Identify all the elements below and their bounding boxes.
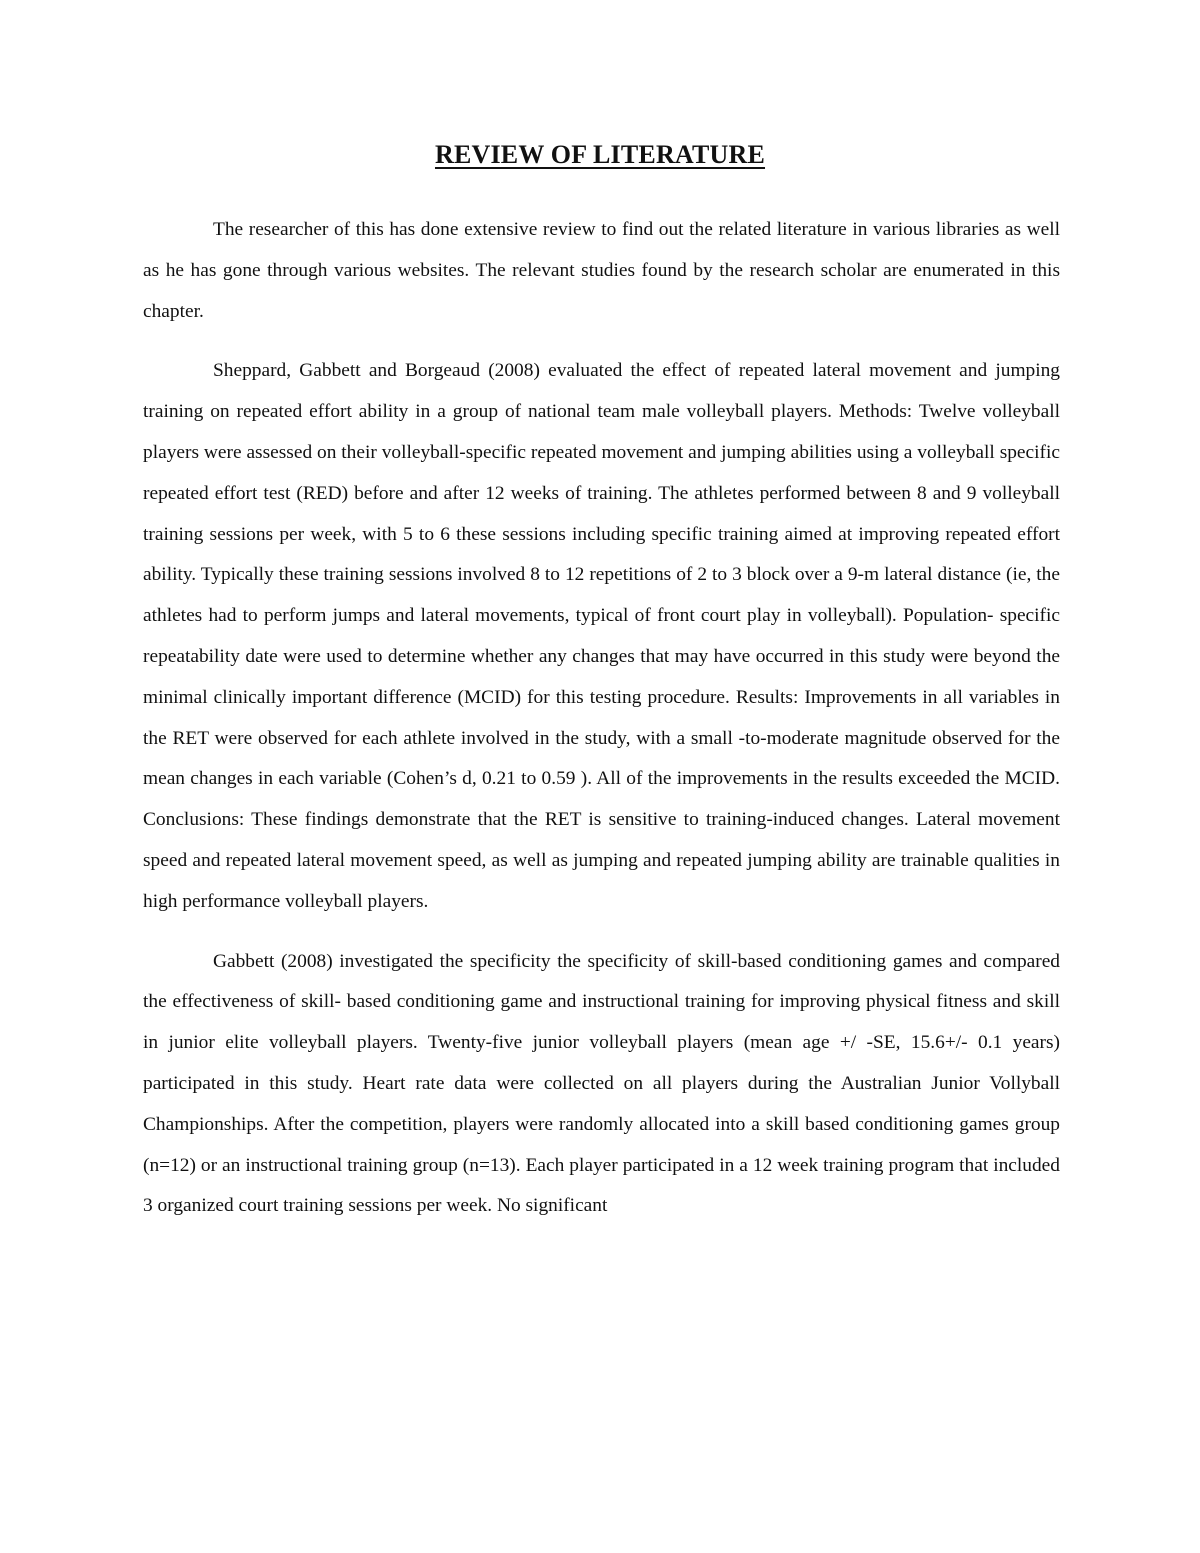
paragraph-gabbett-study: Gabbett (2008) investigated the specificity the specificity of skill-based conditioning games and compared the effectiveness of skill- based conditioning game and instructional training for improving physical fitness and skill in junior elite volleyball players. Twenty-five junior volleyball players (mean age +/ -SE, 15.6+/- 0.1 years) participated in this study. Heart rate data were collected on all players during the Australian Junior Vollyball Championships. After the competition, players were randomly allocated into a skill based conditioning games group (n=12) or an instructional training group (n=13). Each player participated in a 12 week training program that included 3 organized court training sessions per week. No significant — [143, 950, 1060, 1217]
paragraph-intro: The researcher of this has done extensive review to find out the related literature in various libraries as well as he has gone through various websites. The relevant studies found by the research scholar are enumerated in this chapter. — [143, 219, 1060, 322]
document-body — [143, 210, 1060, 1227]
paragraph-sheppard-study: Sheppard, Gabbett and Borgeaud (2008) evaluated the effect of repeated lateral movement and jumping training on repeated effort ability in a group of national team male volleyball players. Methods: Twelve volleyball players were assessed on their volleyball-specific repeated movement and jumping abilities using a volleyball specific repeated effort test (RED) before and after 12 weeks of training. The athletes performed between 8 and 9 volleyball training sessions per week, with 5 to 6 these sessions including specific training aimed at improving repeated effort ability. Typically these training sessions involved 8 to 12 repetitions of 2 to 3 block over a 9-m lateral distance (ie, the athletes had to perform jumps and lateral movements, typical of front court play in volleyball). Population- specific repeatability date were used to determine whether any changes that may have occurred in this study were beyond the minimal clinically important difference (MCID) for this testing procedure. Results: Improvements in all variables in the RET were observed for each athlete involved in the study, with a small -to-moderate magnitude observed for the mean changes in each variable (Cohen’s d, 0.21 to 0.59 ). All of the improvements in the results exceeded the MCID. Conclusions: These findings demonstrate that the RET is sensitive to training-induced changes. Lateral movement speed and repeated lateral movement speed, as well as jumping and repeated jumping ability are trainable qualities in high performance volleyball players. — [143, 360, 1060, 912]
page-title: REVIEW OF LITERATURE — [434, 140, 766, 169]
